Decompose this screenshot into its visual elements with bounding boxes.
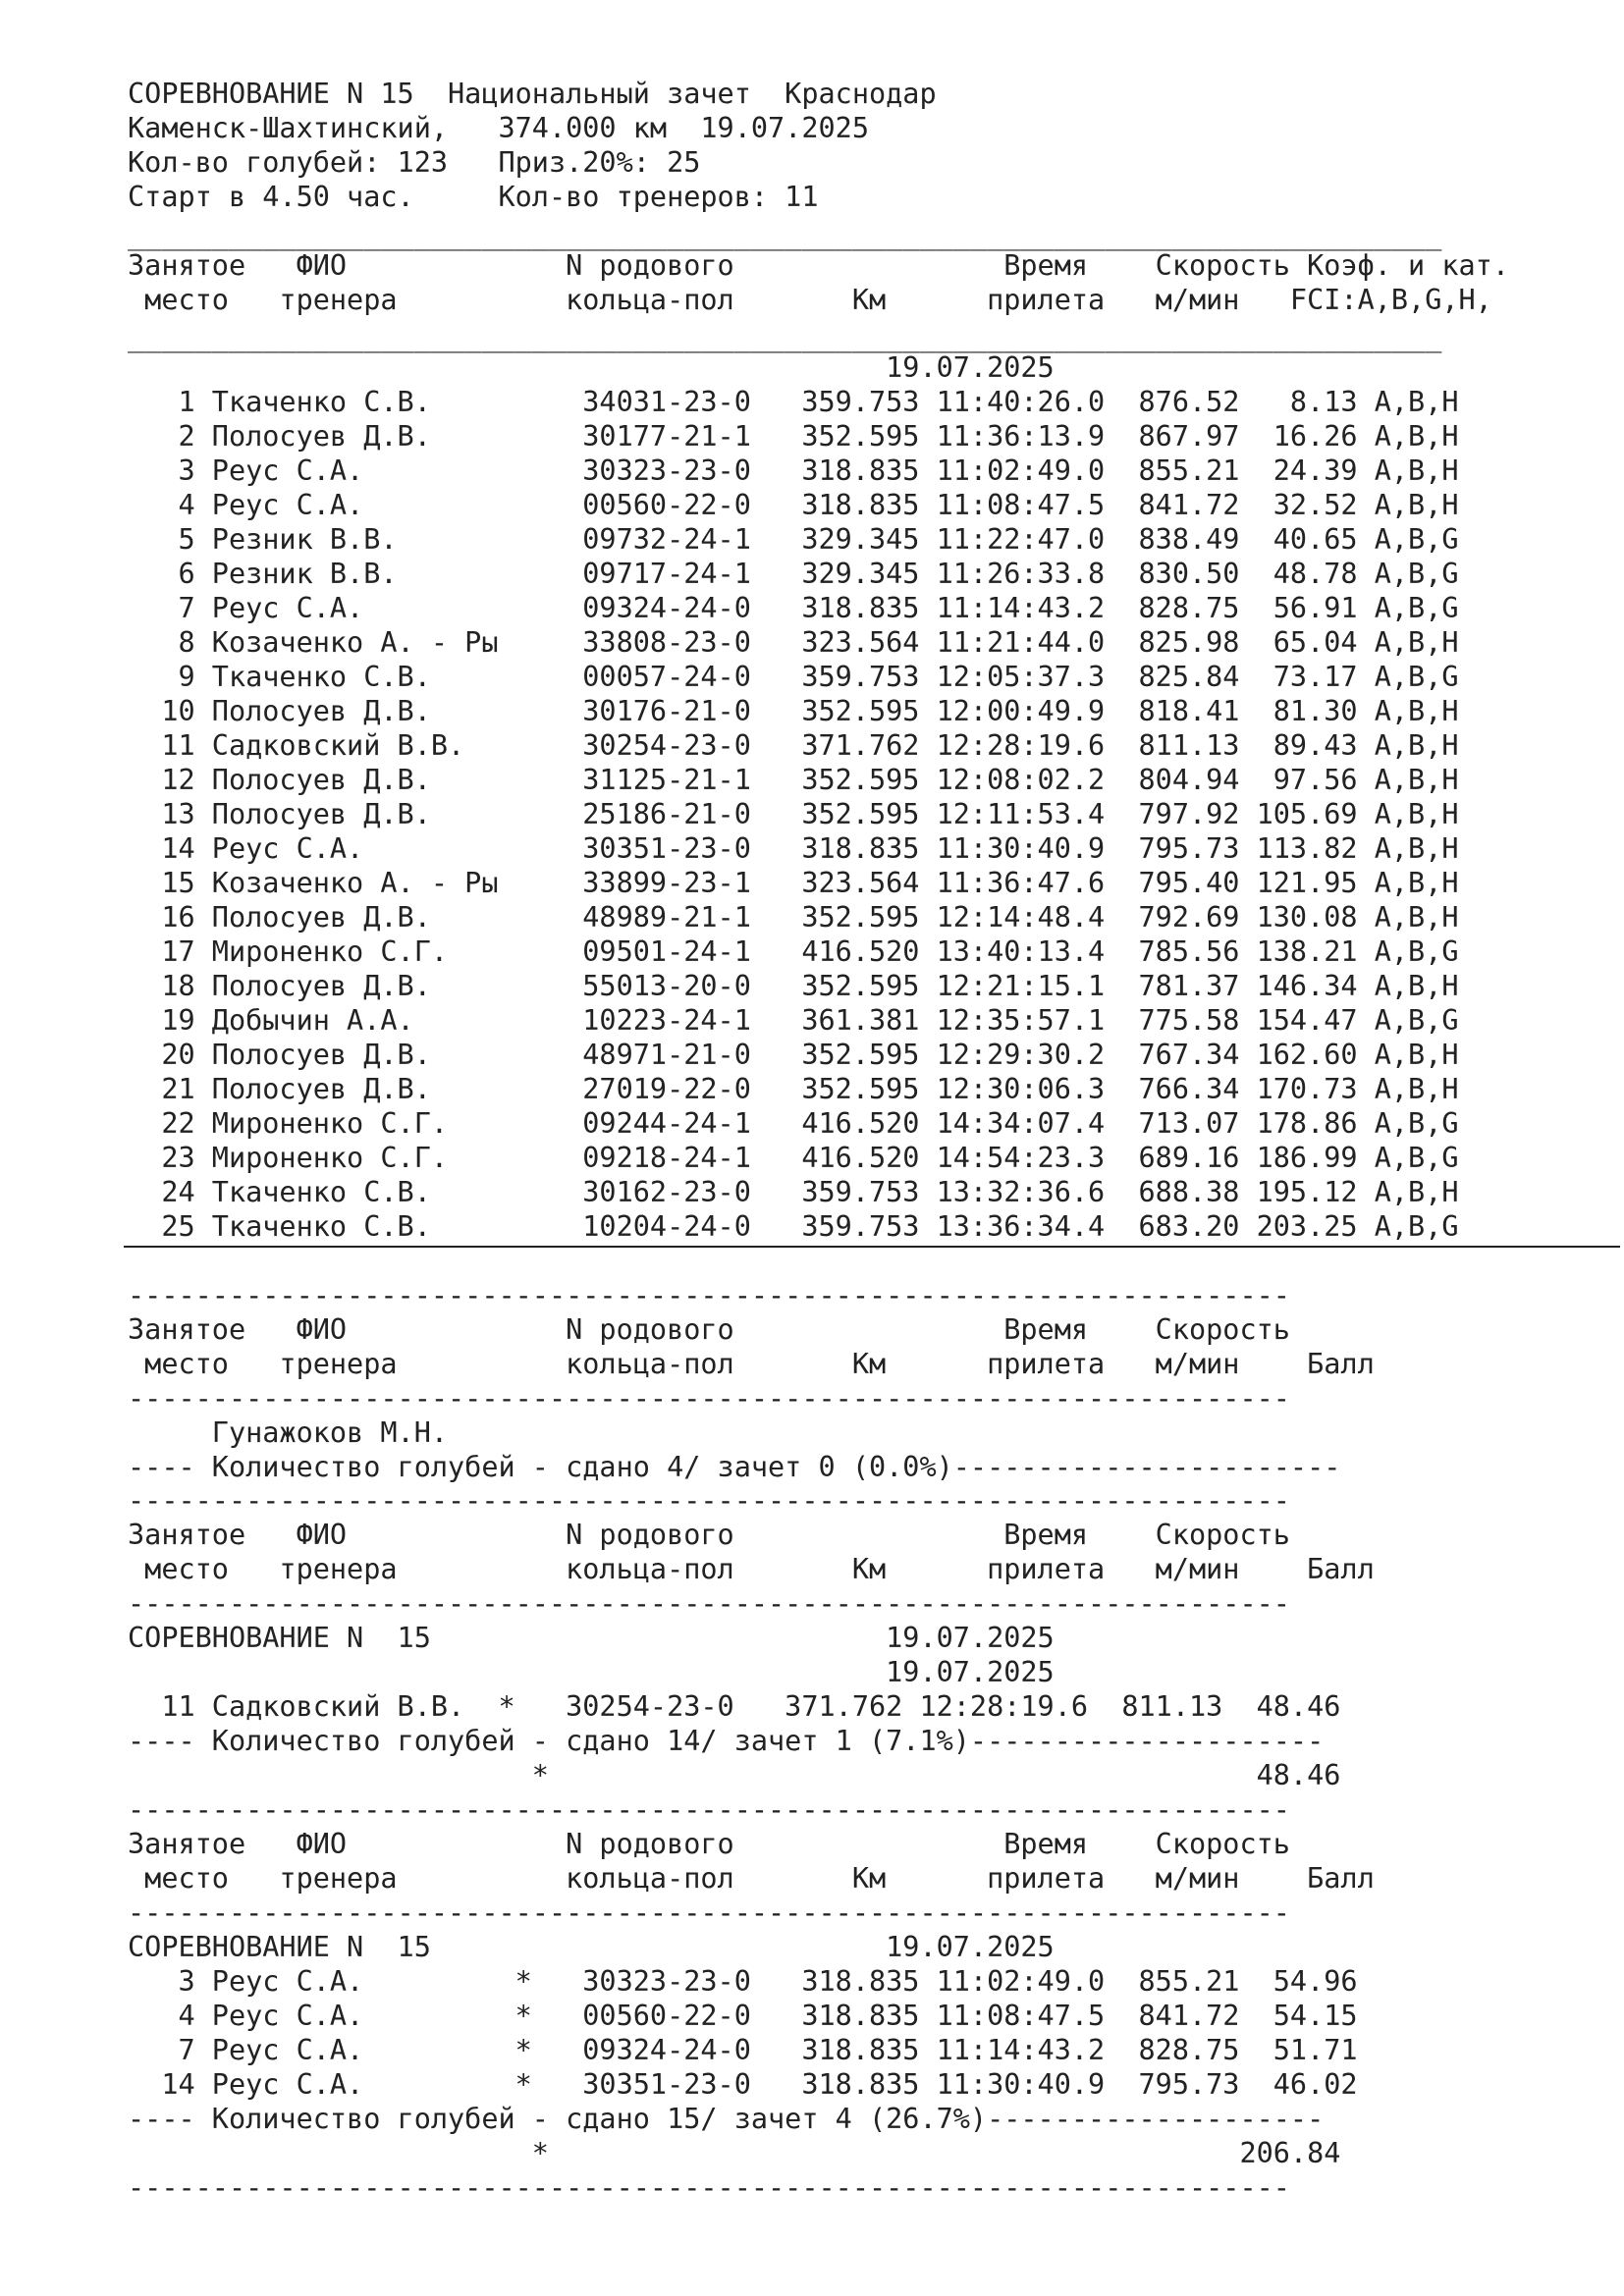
table-row: 2 Полосуев Д.В. 30177-21-1 352.595 11:36:13.9 867.97 16.26 A,B,H — [128, 420, 1459, 453]
table-row: 15 Козаченко А. - Ры 33899-23-1 323.564 11:36:47.6 795.40 121.95 A,B,H — [128, 867, 1459, 899]
table-row: 1 Ткаченко С.В. 34031-23-0 359.753 11:40:26.0 876.52 8.13 A,B,H — [128, 386, 1459, 418]
block-2-row: 11 Садковский В.В. * 30254-23-0 371.762 12:28:19.6 811.13 48.46 — [128, 1690, 1341, 1723]
block-3-header-1: Занятое ФИО N родового Время Скорость — [128, 1828, 1290, 1860]
block-1-header-2: место тренера кольца-пол Км прилета м/мин Балл — [128, 1348, 1375, 1380]
table-row: 18 Полосуев Д.В. 55013-20-0 352.595 12:21:15.1 781.37 146.34 A,B,H — [128, 970, 1459, 1002]
table-row: 11 Садковский В.В. 30254-23-0 371.762 12:28:19.6 811.13 89.43 A,B,H — [128, 729, 1459, 762]
table-row: 19 Добычин А.А. 10223-24-1 361.381 12:35:57.1 775.58 154.47 A,B,G — [128, 1004, 1459, 1037]
start-time-line: Старт в 4.50 час. Кол-во тренеров: 11 — [128, 181, 819, 213]
block-3-total: * 206.84 — [128, 2137, 1341, 2169]
block-2-header-1: Занятое ФИО N родового Время Скорость — [128, 1519, 1290, 1551]
table-row: 13 Полосуев Д.В. 25186-21-0 352.595 12:11:53.4 797.92 105.69 A,B,H — [128, 798, 1459, 830]
table-row: 24 Ткаченко С.В. 30162-23-0 359.753 13:32:36.6 688.38 195.12 A,B,H — [128, 1176, 1459, 1208]
table-row: 17 Мироненко С.Г. 09501-24-1 416.520 13:40:13.4 785.56 138.21 A,B,G — [128, 935, 1459, 968]
table-top-rule: ______________________________________________________________________________ — [128, 219, 1442, 251]
table-row: 7 Реус С.А. 09324-24-0 318.835 11:14:43.2 828.75 56.91 A,B,G — [128, 592, 1459, 624]
block-3-dash-top: --------------------------------------------------------------------- — [128, 1793, 1290, 1826]
table-row: 9 Ткаченко С.В. 00057-24-0 359.753 12:05:37.3 825.84 73.17 A,B,G — [128, 661, 1459, 693]
table-row: 22 Мироненко С.Г. 09244-24-1 416.520 14:34:07.4 713.07 178.86 A,B,G — [128, 1107, 1459, 1140]
table-header-row-2: место тренера кольца-пол Км прилета м/мин FCI:A,B,G,H, — [128, 284, 1492, 316]
release-point-line: Каменск-Шахтинский, 374.000 км 19.07.2025 — [128, 112, 869, 144]
block-3-row: 4 Реус С.А. * 00560-22-0 318.835 11:08:47.5 841.72 54.15 — [128, 2000, 1358, 2032]
block-3-header-2: место тренера кольца-пол Км прилета м/мин Балл — [128, 1862, 1375, 1895]
table-row: 16 Полосуев Д.В. 48989-21-1 352.595 12:14:48.4 792.69 130.08 A,B,H — [128, 901, 1459, 934]
table-date: 19.07.2025 — [128, 351, 1055, 384]
block-2-dash-mid: --------------------------------------------------------------------- — [128, 1587, 1290, 1620]
block-1-header-1: Занятое ФИО N родового Время Скорость — [128, 1313, 1290, 1346]
block-2-total: * 48.46 — [128, 1759, 1341, 1791]
block-3-dash-mid: --------------------------------------------------------------------- — [128, 1896, 1290, 1929]
table-bottom-rule — [124, 1246, 1620, 1248]
block-2-competition: СОРЕВНОВАНИЕ N 15 19.07.2025 — [128, 1622, 1055, 1654]
block-3-dash-end: --------------------------------------------------------------------- — [128, 2171, 1290, 2204]
block-3-competition: СОРЕВНОВАНИЕ N 15 19.07.2025 — [128, 1931, 1055, 1963]
table-row: 6 Резник В.В. 09717-24-1 329.345 11:26:33.8 830.50 48.78 A,B,G — [128, 558, 1459, 590]
block-1-dash-top: --------------------------------------------------------------------- — [128, 1279, 1290, 1311]
block-2-dash-top: --------------------------------------------------------------------- — [128, 1484, 1290, 1517]
table-header-row-1: Занятое ФИО N родового Время Скорость Коэф. и кат. — [128, 249, 1509, 282]
block-2-date: 19.07.2025 — [128, 1656, 1055, 1688]
block-1-dash-mid: --------------------------------------------------------------------- — [128, 1382, 1290, 1415]
pigeon-count-line: Кол-во голубей: 123 Приз.20%: 25 — [128, 146, 701, 179]
table-row: 5 Резник В.В. 09732-24-1 329.345 11:22:47.0 838.49 40.65 A,B,G — [128, 523, 1459, 556]
table-row: 20 Полосуев Д.В. 48971-21-0 352.595 12:29:30.2 767.34 162.60 A,B,H — [128, 1039, 1459, 1071]
table-row: 4 Реус С.А. 00560-22-0 318.835 11:08:47.5 841.72 32.52 A,B,H — [128, 489, 1459, 521]
table-row: 3 Реус С.А. 30323-23-0 318.835 11:02:49.0 855.21 24.39 A,B,H — [128, 454, 1459, 487]
block-3-row: 7 Реус С.А. * 09324-24-0 318.835 11:14:43.2 828.75 51.71 — [128, 2034, 1358, 2066]
competition-title: СОРЕВНОВАНИЕ N 15 Национальный зачет Краснодар — [128, 78, 937, 110]
table-row: 14 Реус С.А. 30351-23-0 318.835 11:30:40.9 795.73 113.82 A,B,H — [128, 832, 1459, 865]
block-3-summary: ---- Количество голубей - сдано 15/ зачет 4 (26.7%)-------------------- — [128, 2103, 1325, 2135]
block-3-row: 3 Реус С.А. * 30323-23-0 318.835 11:02:49.0 855.21 54.96 — [128, 1965, 1358, 1998]
table-row: 8 Козаченко А. - Ры 33808-23-0 323.564 11:21:44.0 825.98 65.04 A,B,H — [128, 626, 1459, 659]
table-row: 21 Полосуев Д.В. 27019-22-0 352.595 12:30:06.3 766.34 170.73 A,B,H — [128, 1073, 1459, 1105]
block-2-summary: ---- Количество голубей - сдано 14/ зачет 1 (7.1%)--------------------- — [128, 1725, 1325, 1757]
block-3-row: 14 Реус С.А. * 30351-23-0 318.835 11:30:40.9 795.73 46.02 — [128, 2068, 1358, 2101]
table-row: 23 Мироненко С.Г. 09218-24-1 416.520 14:54:23.3 689.16 186.99 A,B,G — [128, 1142, 1459, 1174]
table-row: 12 Полосуев Д.В. 31125-21-1 352.595 12:08:02.2 804.94 97.56 A,B,H — [128, 764, 1459, 796]
table-row: 25 Ткаченко С.В. 10204-24-0 359.753 13:36:34.4 683.20 203.25 A,B,G — [128, 1210, 1459, 1243]
block-1-summary: ---- Количество голубей - сдано 4/ зачет 0 (0.0%)----------------------- — [128, 1451, 1341, 1483]
table-row: 10 Полосуев Д.В. 30176-21-0 352.595 12:00:49.9 818.41 81.30 A,B,H — [128, 695, 1459, 727]
block-2-header-2: место тренера кольца-пол Км прилета м/мин Балл — [128, 1553, 1375, 1585]
table-header-rule: ______________________________________________________________________________ — [128, 321, 1442, 353]
block-1-trainer: Гунажоков М.Н. — [128, 1416, 449, 1449]
